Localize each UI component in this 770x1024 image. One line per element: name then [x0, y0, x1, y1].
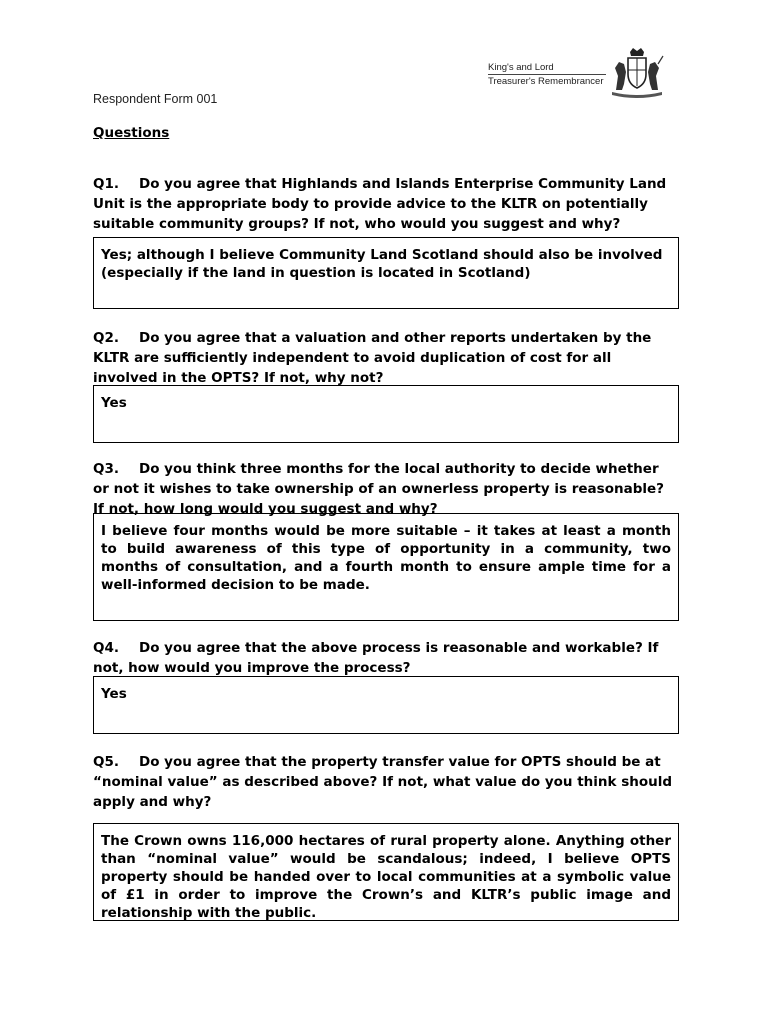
logo-text [488, 62, 608, 87]
question-number: Q5. [93, 754, 119, 770]
question-number: Q2. [93, 330, 119, 346]
answer-box-4[interactable] [93, 676, 679, 734]
section-title: Questions [93, 125, 170, 141]
question-text: Do you agree that Highlands and Islands Enterprise Community Land Unit is the appropriate body to provide advice to the KLTR on potentially suitable community groups? If not, who would you suggest and why? [93, 176, 667, 232]
answer-text: Yes [101, 686, 127, 702]
answer-box-5[interactable] [93, 823, 679, 921]
question-4 [93, 638, 677, 678]
answer-text: Yes; although I believe Community Land Scotland should also be involved (especially if the land in question is located in Scotland) [101, 247, 663, 281]
question-2 [93, 328, 677, 388]
royal-crest-icon [608, 46, 666, 98]
answer-box-2[interactable] [93, 385, 679, 443]
kltr-logo [488, 46, 670, 98]
question-1 [93, 174, 677, 234]
answer-box-3[interactable] [93, 513, 679, 621]
question-5 [93, 752, 677, 812]
form-id: Respondent Form 001 [93, 92, 218, 106]
question-text: Do you agree that the property transfer value for OPTS should be at “nominal value” as described above? If not, what value do you think should apply and why? [93, 754, 673, 810]
answer-box-1[interactable] [93, 237, 679, 309]
question-text: Do you think three months for the local authority to decide whether or not it wishes to take ownership of an ownerless property is reasonable? If not, how long would you suggest and why? [93, 461, 664, 517]
question-number: Q1. [93, 176, 119, 192]
answer-text: The Crown owns 116,000 hectares of rural property alone. Anything other than “nominal value” would be scandalous; indeed, I believe OPTS property should be handed over to local communities at a symbolic value of £1 in order to improve the Crown’s and KLTR’s public image and relationship with the public. [101, 833, 671, 921]
logo-line-1: King's and Lord [488, 62, 554, 73]
answer-text: I believe four months would be more suitable – it takes at least a month to build awareness of this type of opportunity in a community, two months of consultation, and a fourth month to ensure ample time for a well-informed decision to be made. [101, 523, 671, 593]
question-text: Do you agree that a valuation and other reports undertaken by the KLTR are sufficiently independent to avoid duplication of cost for all involved in the OPTS? If not, why not? [93, 330, 652, 386]
question-number: Q3. [93, 461, 119, 477]
question-text: Do you agree that the above process is reasonable and workable? If not, how would you improve the process? [93, 640, 659, 676]
question-3 [93, 459, 677, 519]
answer-text: Yes [101, 395, 127, 411]
question-number: Q4. [93, 640, 119, 656]
logo-line-2: Treasurer's Remembrancer [488, 76, 604, 87]
